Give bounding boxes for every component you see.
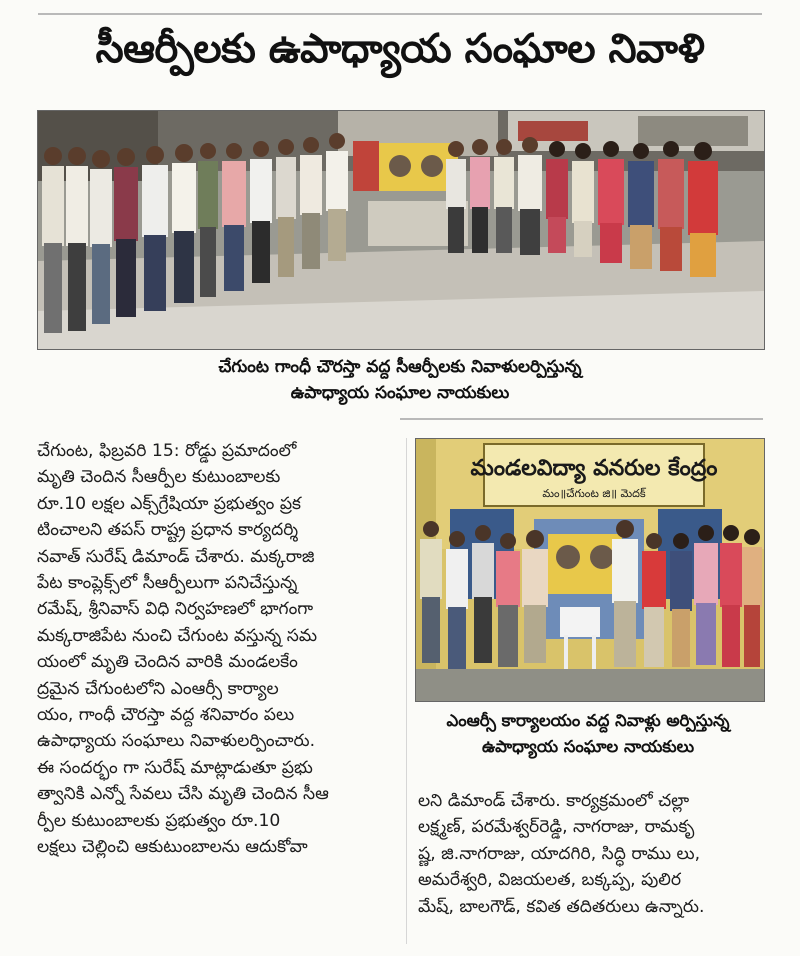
body-line: టించాలని తపస్ రాష్ట్ర ప్రధాన కార్యదర్శి [37,520,299,541]
body-line: రమేష్, శ్రీనివాస్ విధి నిర్వహణలో భాగంగా [37,599,314,620]
body-line: అమరేశ్వరి, విజయలత, బక్కప్ప, పులిర [418,870,682,891]
top-rule [38,13,762,15]
photo-gandhi-chowrasta [37,110,765,350]
article-body-right [418,788,764,920]
body-line: యంలో మృతి చెందిన వారికి మండలకేం [37,652,298,673]
mrc-banner-text: మండలవిద్యా వనరుల కేంద్రం [470,456,718,481]
body-line: మృతి చెందిన సీఆర్పీల కుటుంబాలకు [37,467,281,488]
body-line: లక్షలు చెల్లించి ఆకుటుంబాలను ఆదుకోవా [37,837,308,858]
photo1-caption [37,354,763,406]
section-rule [400,418,763,420]
body-line: ఈ సందర్భం గా సురేష్ మాట్లాడుతూ ప్రభు [37,757,313,778]
photo2-caption-line: ఎంఆర్సీ కార్యాలయం వద్ద నివాళ్లు అర్పిస్తున్న [446,711,730,730]
article-body-left [37,438,399,861]
body-line: ర్పీల కుటుంబాలకు ప్రభుత్వం రూ.10 [37,810,281,831]
body-line: రూ.10 లక్షల ఎక్స్‌గ్రేషియా ప్రభుత్వం ప్రక [37,493,302,514]
body-line: నవాత్ సురేష్ డిమాండ్ చేశారు. మక్కరాజి [37,546,315,567]
photo2-caption [410,708,766,760]
photo1-caption-line: ఉపాధ్యాయ సంఘాల నాయకులు [290,383,510,403]
body-line: లని డిమాండ్ చేశారు. కార్యక్రమంలో చల్లా [418,791,690,811]
column-divider [406,438,407,944]
photo1-caption-line: చేగుంట గాంధీ చౌరస్తా వద్ద సీఆర్పీలకు నివాళులర్పిస్తున్న [218,357,582,377]
body-line: చేగుంట, ఫిబ్రవరి 15: రోడ్డు ప్రమాదంలో [37,441,297,461]
body-line: ష్ణ, జి.నాగరాజు, యాదగిరి, సిద్ధి రాము లు, [418,843,701,864]
photo2-caption-line: ఉపాధ్యాయ సంఘాల నాయకులు [481,737,695,756]
body-line: లక్ష్మణ్, పరమేశ్వర్‌రెడ్డి, నాగరాజు, రామకృ [418,817,695,838]
body-line: ఉపాధ్యాయ సంఘాలు నివాళులర్పించారు. [37,731,316,752]
photo-mrc-office [415,438,765,702]
body-line: పేట కాంప్లెక్స్‌లో సీఆర్పీలుగా పనిచేస్తున్న [37,573,298,594]
body-line: త్వానికి ఎన్నో సేవలు చేసి మృతి చెందిన సీఆ [37,784,329,805]
body-line: ద్రమైన చేగుంటలోని ఎంఆర్సీ కార్యాల [37,678,279,699]
body-line: మక్కరాజిపేట నుంచి చేగుంట వస్తున్న సమ [37,625,318,646]
body-line: యం, గాంధీ చౌరస్తా వద్ద శనివారం పలు [37,705,295,726]
body-line: మేష్, బాలగౌడ్, కవిత తదితరులు ఉన్నారు. [418,896,705,917]
mrc-banner-subtext: మం॥చేగుంట జి॥ మెదక్ [542,487,646,500]
headline: సీఆర్పీలకు ఉపాధ్యాయ సంఘాల నివాళి [95,26,705,72]
